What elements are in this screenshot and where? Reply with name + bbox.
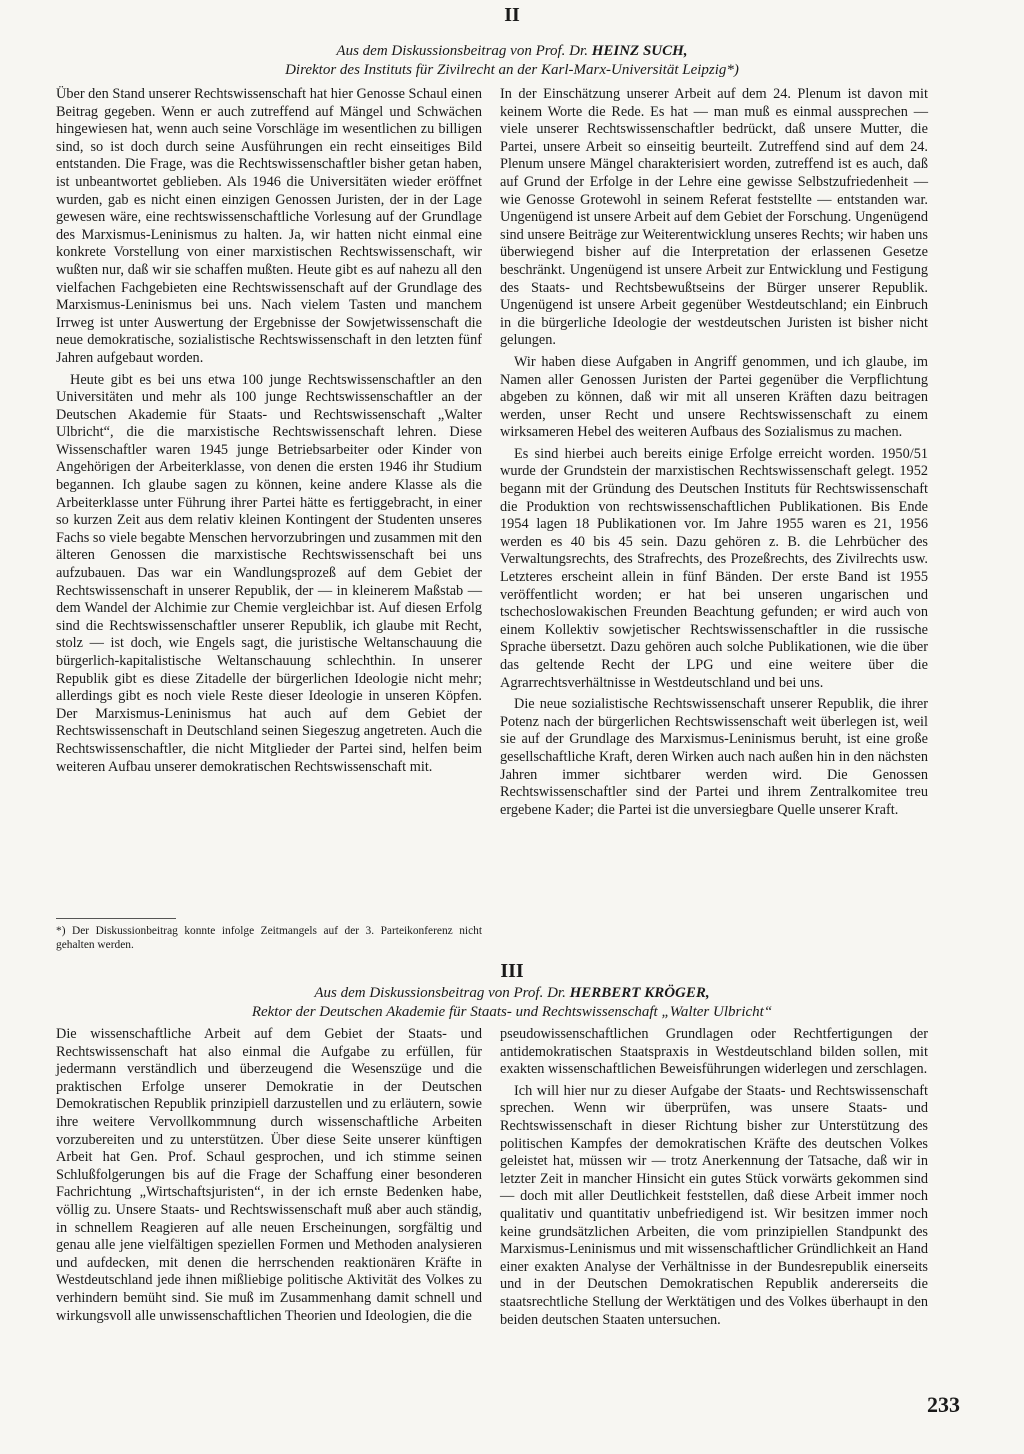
paragraph: Ich will hier nur zu dieser Aufgabe der Staats- und Rechtswissenschaft sprechen. Wenn wir überprüfen, was unsere Staats- und Rechtswissenschaft in dieser Richtung bisher zur Unterstützung des politischen Kampfes der demokratischen Kräfte des deutschen Volkes geleistet hat, müssen wir — trotz Anerkennung der Tatsache, daß wir in letzter Zeit in mancher Hinsicht ein gutes Stück vorwärts gekommen sind — doch mit aller Deutlichkeit feststellen, daß diese Arbeit immer noch qualitativ und quantitativ unbefriedigend ist. Wir besitzen immer noch keine grundsätzlichen Arbeiten, die vom prinzipiellen Standpunkt des Marxismus-Leninismus und mit wissenschaftlicher Gründlichkeit an Hand einer exakten Analyse der Verhältnisse in der Bundesrepublik einerseits und in der Deutschen Demokratischen Republik andererseits die staatsrechtliche Stellung der Werktätigen und des Volkes überhaupt in den beiden deutschen Staaten untersuchen. [500, 1082, 928, 1328]
section-ii-heading-line2: Direktor des Instituts für Zivilrecht an der Karl-Marx-Universität Leipzig*) [285, 62, 739, 78]
paragraph: Wir haben diese Aufgaben in Angriff genommen, und ich glaube, im Namen aller Genossen Juristen der Partei gegenüber die Verpflichtung abgeben zu können, daß wir mit all unseren Kräften dazu beitragen werden, unser Recht und unsere Rechtswissenschaft zu einem wirksameren Hebel des weiteren Aufbaus des Sozialismus zu machen. [500, 353, 928, 441]
section-ii-author-name: HEINZ SUCH, [591, 43, 688, 59]
paragraph: Heute gibt es bei uns etwa 100 junge Rechtswissenschaftler an den Universitäten und mehr als 100 junge Rechtswissenschaftler an der Deutschen Akademie für Staats- und Rechtswissenschaft „Walter Ulbricht“, die die marxistische Rechtswissenschaft lehren. Diese Wissenschaftler waren 1945 junge Betriebsarbeiter oder Kinder von Angehörigen der Arbeiterklasse, von denen die ersten 1946 ihr Studium begannen. Ich glaube sagen zu können, keine andere Klasse als die Arbeiterklasse unter Führung ihrer Partei hätte es fertiggebracht, in einer so kurzen Zeit aus dem relativ kleinen Kontingent der Studenten unseres Fachs so viele begabte Menschen hervorzubringen und zusammen mit den älteren Genossen die marxistische Rechtswissenschaft bei uns aufzubauen. Das war ein Wandlungsprozeß auf dem Gebiet der Rechtswissenschaft in unserer Republik, der — in kleinerem Maßstab — dem Wandel der Alchimie zur Chemie vergleichbar ist. Auf diesen Erfolg sind die Rechtswissenschaftler unserer Republik, ich glaube mit Recht, stolz — ist doch, wie Engels sagt, die juristische Weltanschauung die bürgerlich-kapitalistische Weltanschauung schlechthin. In unserer Republik gibt es diese Zitadelle der bürgerlichen Ideologie nicht mehr; allerdings gibt es noch viele Reste dieser Ideologie in unseren Köpfen. Der Marxismus-Leninismus hat auch auf dem Gebiet der Rechtswissenschaft in Deutschland seinen Siegeszug angetreten. Auch die Rechtswissenschaftler, die nicht Mitglieder der Partei sind, helfen beim weiteren Aufbau unserer demokratischen Rechtswissenschaft mit. [56, 371, 483, 775]
section-ii-left-column [56, 86, 482, 780]
paragraph: Die wissenschaftliche Arbeit auf dem Gebiet der Staats- und Rechtswissenschaft hat also einmal die Aufgabe zu erfüllen, für jedermann verständlich und überzeugend die Wesenszüge und die praktischen Erfolge unserer Demokratie in der Deutschen Demokratischen Republik prinzipiell darzustellen und zu erläutern, sowie ihre weitere Vervollkommnung durch wissenschaftliche Arbeiten vorzubereiten und zu unterstützen. Über diese Seite unserer künftigen Arbeit hat Gen. Prof. Schaul gesprochen, und ich stimme seinen Schlußfolgerungen bis auf die Frage der Schaffung einer besonderen Fachrichtung „Wirtschaftsjuristen“, in der ich ernste Bedenken habe, völlig zu. Unsere Staats- und Rechtswissenschaft muß aber auch ständig, in schnellem Reagieren auf alle neuen Erscheinungen, sorgfältig und genau alle jene vielfältigen speziellen Formen und Methoden analysieren und aufdecken, mit denen die herrschenden reaktionären Kräfte in Westdeutschland jede ihnen mißliebige politische Aktivität des Volkes zu verhindern bemüht sind. Sie muß im Zusammenhang damit schnell und wirkungsvoll alle unwissenschaftlichen Theorien und Ideologien, die die [56, 1026, 482, 1324]
section-iii-heading-line2: Rektor der Deutschen Akademie für Staats- und Rechtswissenschaft „Walter Ulbricht“ [251, 1004, 773, 1020]
section-iii-heading-prefix: Aus dem Diskussionsbeitrag von Prof. Dr. [314, 985, 570, 1001]
paragraph: Die neue sozialistische Rechtswissenschaft unserer Republik, die ihrer Potenz nach der bürgerlichen Rechtswissenschaft weit überlegen ist, weil sie auf der Grundlage des Marxismus-Leninismus beruht, ist eine große gesellschaftliche Kraft, deren Wirken auch nach außen hin in den nächsten Jahren immer sichtbarer werden wird. Die Genossen Rechtswissenschaftler sind der Partei und ihrem Zentralkomitee treu ergebene Kader; die Partei ist die unversiegbare Quelle unserer Kraft. [500, 696, 928, 818]
page-number: 233 [927, 1392, 960, 1417]
section-iii-author-name: HERBERT KRÖGER, [569, 985, 710, 1001]
section-ii-heading-prefix: Aus dem Diskussionsbeitrag von Prof. Dr. [336, 43, 592, 59]
section-ii-heading-line1 [40, 42, 984, 61]
section-iii-right-column [500, 1026, 928, 1333]
paragraph: In der Einschätzung unserer Arbeit auf dem 24. Plenum ist davon mit keinem Worte die Rede. Es hat — man muß es einmal aussprechen — viele unserer Rechtswissenschaftler bedrückt, daß unsere Mutter, die Partei, unsere Arbeit so einseitig beurteilt. Zutreffend sind auf dem 24. Plenum unsere Mängel charakterisiert worden, zutreffend ist es auch, daß auf Grund der Erfolge in der Lehre eine gewisse Selbstzufriedenheit — wie Genosse Grotewohl in seinem Referat feststellte — entstanden war. Ungenügend ist unsere Arbeit auf dem Gebiet der Forschung. Ungenügend sind unsere Beiträge zur Weiterentwicklung unseres Rechts; wir haben uns überwiegend bisher auf die Interpretation der erlassenen Gesetze beschränkt. Ungenügend ist unsere Arbeit zur Entwicklung und Festigung des Staats- und Rechtsbewußtseins der Bürger unserer Republik. Ungenügend ist unsere Arbeit gegenüber Westdeutschland; ein Einbruch in die bürgerliche Ideologie der westdeutschen Juristen ist bisher nicht gelungen. [500, 86, 929, 349]
section-iii-heading-line1 [40, 984, 984, 1003]
footnote: *) Der Diskussionbeitrag konnte infolge Zeitmangels auf der 3. Parteikonferenz nicht gehalten werden. [56, 925, 482, 951]
section-ii-right-column [500, 86, 928, 823]
section-iii-numeral: III [500, 960, 524, 982]
section-ii-numeral: II [504, 4, 520, 26]
paragraph: Über den Stand unserer Rechtswissenschaft hat hier Genosse Schaul einen Beitrag gegeben. Wenn er auch zutreffend auf Mängel und Schwächen hingewiesen hat, wenn auch seine Vorschläge im wesentlichen zu billigen sind, so ist doch durch seine Ausführungen ein recht einseitiges Bild entstanden. Die Frage, was die Rechtswissenschaftler bisher getan haben, ist unbeantwortet geblieben. Als 1946 die Universitäten wieder eröffnet wurden, gab es nicht einen einzigen Genossen Juristen, der in der Lage gewesen wäre, eine rechtswissenschaftliche Vorlesung auf der Grundlage des Marxismus-Leninismus zu halten. Ja, wir hatten nicht einmal eine konkrete Vorstellung von einer marxistischen Rechtswissenschaft, wir wußten nur, daß wir sie schaffen mußten. Heute gibt es auf nahezu all den vielfachen Fachgebieten eine Rechtswissenschaft auf der Grundlage des Marxismus-Leninismus bei uns. Nach vielem Tasten und manchem Irrweg ist unter Auswertung der Ergebnisse der Sowjetwissenschaft die neue demokratische, sozialistische Rechtswissenschaft in den letzten fünf Jahren aufgebaut worden. [56, 86, 483, 366]
section-iii-heading [40, 984, 984, 1022]
section-ii-heading [40, 42, 984, 80]
paragraph: Es sind hierbei auch bereits einige Erfolge erreicht worden. 1950/51 wurde der Grundstein der marxistischen Rechtswissenschaft gelegt. 1952 begann mit der Gründung des Deutschen Instituts für Rechtswissenschaft die Produktion von rechtswissenschaftlichen Publikationen. Bis Ende 1954 lagen 18 Publikationen vor. Im Jahre 1955 waren es 21, 1956 werden es 40 bis 45 sein. Dazu gehören z. B. die Lehrbücher des Verwaltungsrechts, des Strafrechts, des Prozeßrechts, des Zivilrechts usw. Letzteres erscheint allein in fünf Bänden. Der erste Band ist 1955 veröffentlicht worden; er hat bei unseren ungarischen und tschechoslowakischen Freunden Beachtung gefunden; er wird auch von einem Kollektiv sowjetischer Rechtswissenschaftler in die russische Sprache übersetzt. Dazu gehören auch solche Publikationen, wie die über das geltende Recht der LPG und eine weitere über die Agrarrechtsverhältnisse in Westdeutschland und bei uns. [500, 445, 928, 691]
section-iii-left-column [56, 1026, 482, 1329]
paragraph: pseudowissenschaftlichen Grundlagen oder Rechtfertigungen der antidemokratischen Staatspraxis in Westdeutschland bilden sollen, mit exakten wissenschaftlichen Beweisführungen widerlegen und zerschlagen. [500, 1026, 928, 1078]
